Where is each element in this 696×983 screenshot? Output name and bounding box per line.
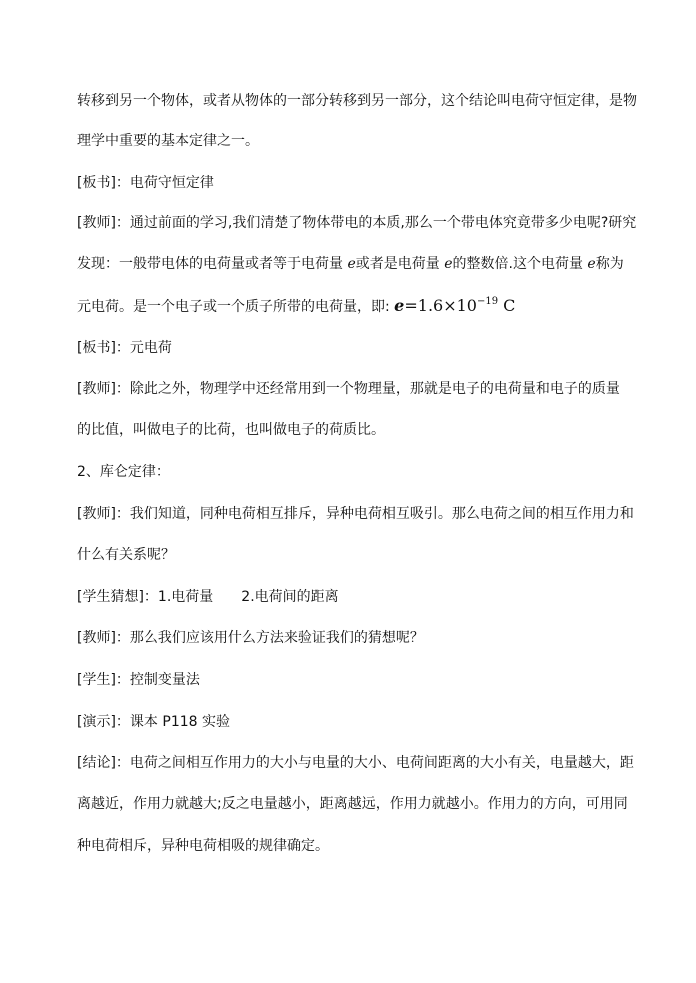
charge-text: 元电荷。是一个电子或一个质子所带的电荷量，即:	[77, 299, 395, 315]
discovery-text-1: 发现：一般带电体的电荷量或者等于电荷量	[77, 256, 348, 272]
section-heading-coulomb: 2、库仑定律：	[77, 464, 170, 480]
text-line-12: 什么有关系呢？	[77, 547, 175, 563]
text-line-18: 离越近，作用力就越大;反之电量越小，距离越远，作用力就越小。作用力的方向，可用同	[77, 796, 628, 812]
text-line-7: [板书]：元电荷	[77, 340, 172, 356]
text-line-1: 转移到另一个物体，或者从物体的一部分转移到另一部分，这个结论叫电荷守恒定律，是物	[77, 93, 637, 109]
text-line-14: [教师]：那么我们应该用什么方法来验证我们的猜想呢？	[77, 630, 424, 646]
e-symbol-3: e	[587, 256, 596, 272]
charge-equation: =1.6×10	[404, 296, 477, 315]
charge-exponent: −19	[476, 296, 499, 307]
discovery-text-2: 或者是电荷量	[355, 256, 445, 272]
text-line-13: [学生猜想]：1.电荷量 2.电荷间的距离	[77, 589, 339, 605]
text-line-19: 种电荷相斥，异种电荷相吸的规律确定。	[77, 838, 329, 854]
text-line-3: [板书]：电荷守恒定律	[77, 175, 214, 191]
charge-variable: e	[394, 296, 405, 315]
discovery-text-4: 称为	[595, 256, 624, 272]
charge-formula	[394, 296, 515, 315]
text-line-9: 的比值，叫做电子的比荷，也叫做电子的荷质比。	[77, 422, 385, 438]
text-line-15: [学生]：控制变量法	[77, 672, 200, 688]
discovery-text-3: 的整数倍.这个电荷量	[452, 256, 588, 272]
text-line-8: [教师]：除此之外，物理学中还经常用到一个物理量，那就是电子的电荷量和电子的质量	[77, 381, 620, 397]
charge-unit: C	[498, 296, 516, 315]
text-line-elementary-charge	[77, 296, 515, 317]
text-line-2: 理学中重要的基本定律之一。	[77, 133, 259, 149]
text-line-discovery	[77, 254, 624, 274]
text-line-4: [教师]：通过前面的学习,我们清楚了物体带电的本质,那么一个带电体究竟带多少电呢?研究	[77, 215, 637, 231]
text-line-16: [演示]：课本 P118 实验	[77, 714, 230, 730]
text-line-11: [教师]：我们知道，同种电荷相互排斥，异种电荷相互吸引。那么电荷之间的相互作用力和	[77, 506, 634, 522]
e-symbol-2: e	[444, 256, 453, 272]
e-symbol-1: e	[347, 256, 356, 272]
text-line-17: [结论]：电荷之间相互作用力的大小与电量的大小、电荷间距离的大小有关，电量越大，距	[77, 755, 634, 771]
